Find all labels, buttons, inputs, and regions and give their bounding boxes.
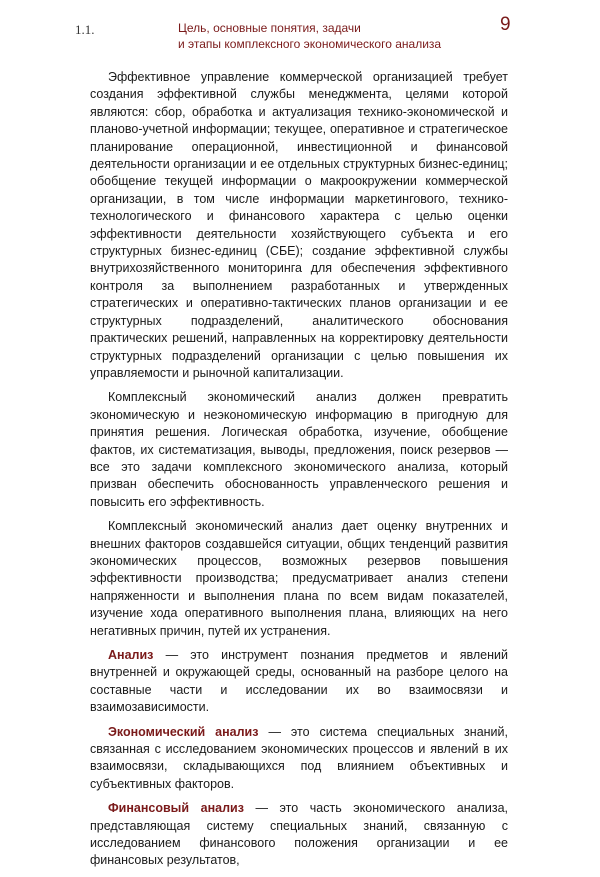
- running-title: [178, 20, 441, 52]
- running-title-line-2: и этапы комплексного экономического анализа: [178, 37, 442, 51]
- definition-financial-analysis: [90, 800, 508, 870]
- definition-text: — это система специальных знаний, связанная с исследованием экономических процессов и явлений в их взаимосвязи, складывающихся под влиянием объективных и субъективных факторов.: [90, 724, 508, 791]
- running-title-line-1: Цель, основные понятия, задачи: [178, 21, 361, 35]
- term-label: Анализ: [108, 648, 154, 662]
- body-text: [90, 69, 508, 877]
- definition-analysis: [90, 647, 508, 717]
- running-header: [0, 0, 600, 60]
- paragraph: Комплексный экономический анализ дает оценку внутренних и внешних факторов создавшейся ситуации, общих тенденций развития экономических процессов, возможных резервов повышения эффективности производства; предусматривает анализ степени напряженности и выполнения плана по всем видам показателей, изучение хода оперативного выполнения плана, влияющих на него негативных причин, путей их устранения.: [90, 519, 508, 638]
- definition-economic-analysis: [90, 724, 508, 794]
- definition-text: — это часть экономического анализа, представляющая систему специальных знаний, связанную с исследованием финансового положения организации и ее финансовых результатов,: [90, 801, 508, 868]
- paragraph: Комплексный экономический анализ должен превратить экономическую и неэкономическую информацию в пригодную для принятия решения. Логическая обработка, изучение, обобщение фактов, их систематизация, выводы, предложения, поиск резервов — все это задачи комплексного экономического анализа, который призван обеспечить обоснованность управленческого решения и повысить его эффективность.: [90, 390, 508, 509]
- section-number: 1.1.: [75, 22, 95, 37]
- term-label: Экономический анализ: [108, 724, 259, 739]
- paragraph: Эффективное управление коммерческой организацией требует создания эффективной службы менеджмента, целями которой являются: сбор, обработка и актуализация технико-экономической и планово-учетной информации; текущее, оперативное и стратегическое планирование операционной, инвестиционной и финансовой деятельности организации и ее отдельных структурных бизнес-единиц; обобщение текущей информации о макроокружении коммерческой организации, в том числе информации маркетингового, технико-технологического и финансового характера с целью оценки эффективности деятельности хозяйствующего субъекта и его структурных бизнес-единиц (СБЕ); создание эффективной службы внутрихозяйственного мониторинга для обеспечения эффективного контроля за выполнением разработанных и утвержденных стратегических и оперативно-тактических планов организации и ее структурных подразделений, аналитического обоснования практических решений, направленных на корректировку деятельности структурных подразделений организации с целью повышения их управляемости и рыночной капитализации.: [90, 70, 508, 380]
- term-label: Финансовый анализ: [108, 801, 244, 816]
- page-number: 9: [500, 14, 511, 35]
- definition-text: — это инструмент познания предметов и явлений внутренней и окружающей среды, основанный на разборе целого на составные части и исследовании их во взаимосвязи и взаимозависимости.: [90, 648, 508, 715]
